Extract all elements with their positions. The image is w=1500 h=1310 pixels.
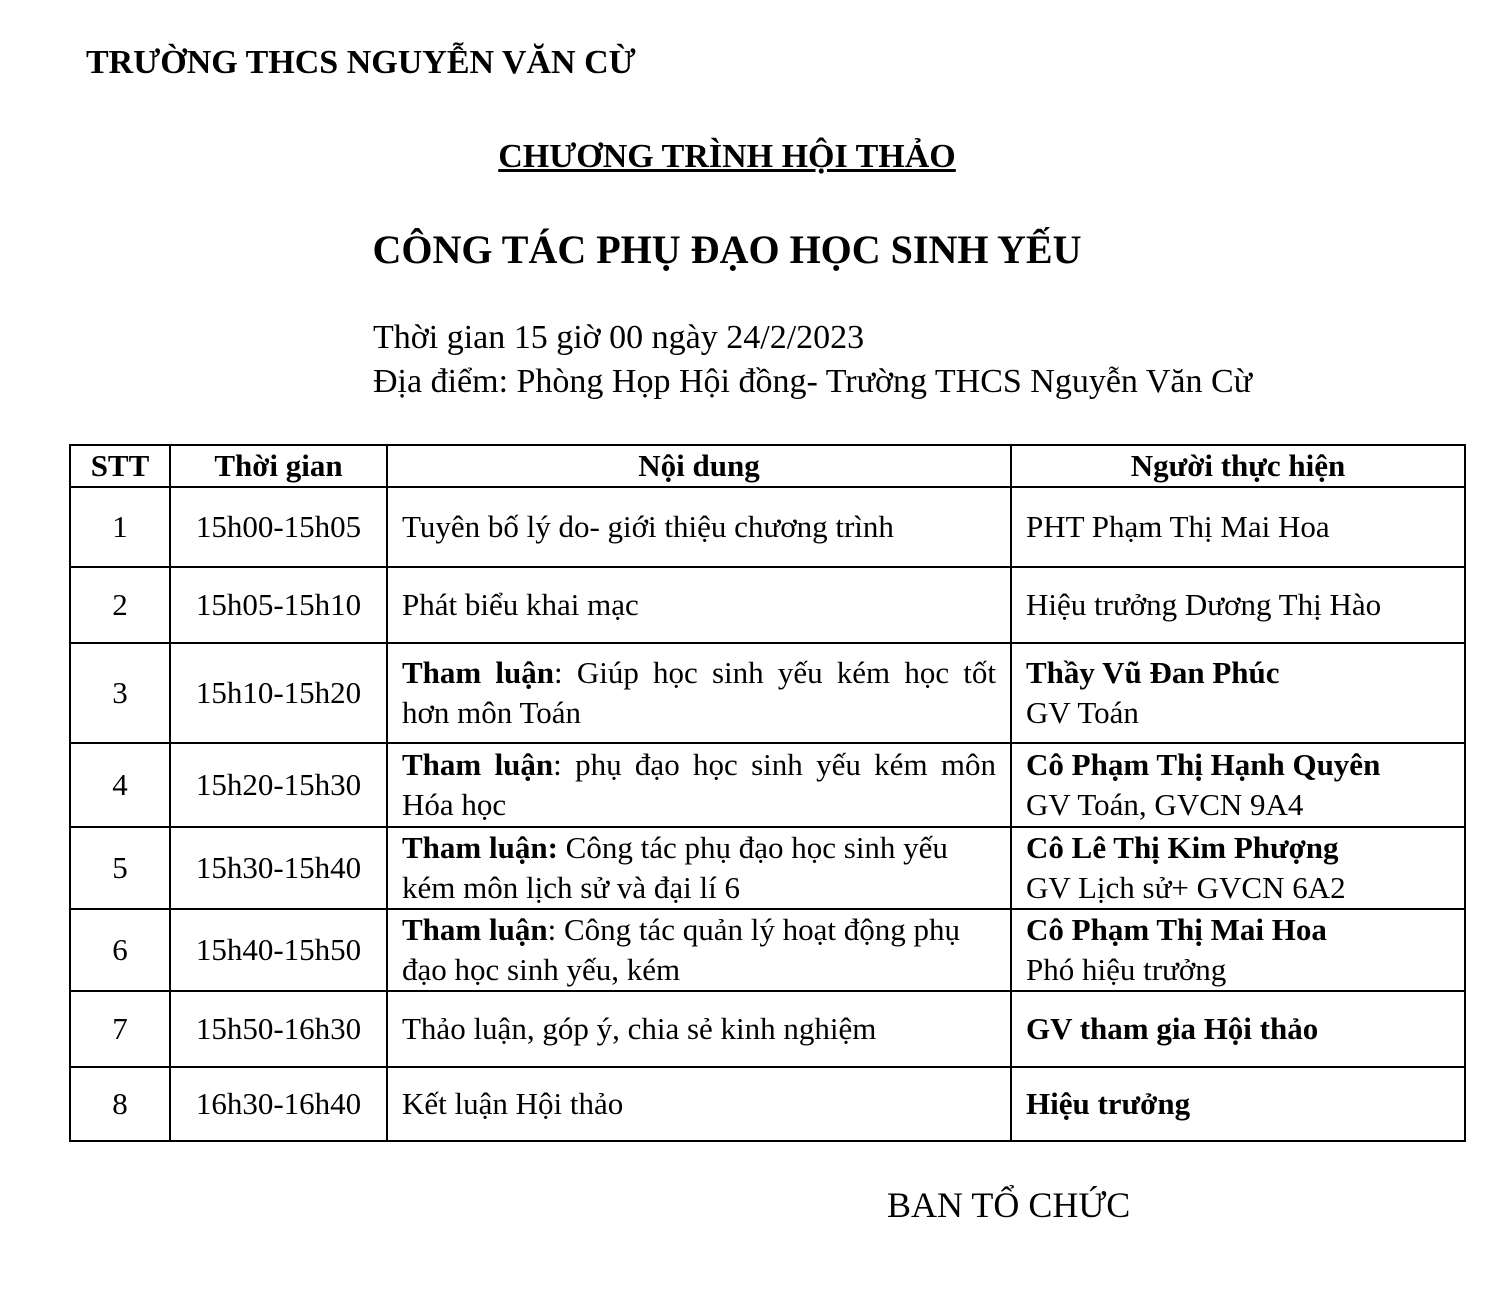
row-time: 16h30-16h40: [170, 1067, 387, 1141]
event-info: [373, 316, 1252, 404]
person-name: Cô Phạm Thị Mai Hoa: [1026, 912, 1327, 947]
row-time: 15h40-15h50: [170, 909, 387, 991]
row-person: [1011, 643, 1465, 743]
row-content: [387, 487, 1011, 567]
row-content: [387, 567, 1011, 643]
row-time: 15h05-15h10: [170, 567, 387, 643]
table-row: [70, 487, 1465, 567]
row-content: [387, 643, 1011, 743]
person-role: Phó hiệu trưởng: [1026, 952, 1227, 987]
row-content: [387, 827, 1011, 909]
row-stt: 6: [70, 909, 170, 991]
row-time: 15h30-15h40: [170, 827, 387, 909]
table-row: [70, 991, 1465, 1067]
row-person: [1011, 909, 1465, 991]
person-role: GV Lịch sử+ GVCN 6A2: [1026, 870, 1346, 905]
event-time: Thời gian 15 giờ 00 ngày 24/2/2023: [373, 319, 865, 356]
row-person: [1011, 567, 1465, 643]
content-label: Tham luận: [402, 747, 554, 782]
row-person: [1011, 487, 1465, 567]
person-name: GV tham gia Hội thảo: [1026, 1011, 1319, 1046]
table-row: [70, 743, 1465, 827]
header-stt: STT: [70, 445, 170, 487]
person-name: Thầy Vũ Đan Phúc: [1026, 655, 1280, 690]
content-text: : Công tác quản lý hoạt động phụ đạo học sinh yếu, kém: [402, 912, 961, 987]
row-time: 15h20-15h30: [170, 743, 387, 827]
table-row: [70, 909, 1465, 991]
row-time: 15h10-15h20: [170, 643, 387, 743]
person-role: GV Toán, GVCN 9A4: [1026, 787, 1304, 822]
content-text: : phụ đạo học sinh yếu kém môn Hóa học: [402, 747, 996, 822]
schedule-table: [69, 444, 1466, 1142]
organizer-signature: BAN TỔ CHỨC: [887, 1185, 1131, 1225]
person-name: Cô Phạm Thị Hạnh Quyên: [1026, 747, 1381, 782]
row-stt: 1: [70, 487, 170, 567]
row-content: [387, 909, 1011, 991]
row-content: [387, 743, 1011, 827]
table-row: [70, 567, 1465, 643]
content-label: Tham luận: [402, 912, 548, 947]
row-person: [1011, 827, 1465, 909]
row-stt: 3: [70, 643, 170, 743]
content-text: Kết luận Hội thảo: [402, 1086, 624, 1121]
topic-title: CÔNG TÁC PHỤ ĐẠO HỌC SINH YẾU: [372, 227, 1082, 272]
row-time: 15h50-16h30: [170, 991, 387, 1067]
row-time: 15h00-15h05: [170, 487, 387, 567]
row-content: [387, 991, 1011, 1067]
person-role: GV Toán: [1026, 695, 1139, 730]
content-text: Tuyên bố lý do- giới thiệu chương trình: [402, 509, 894, 544]
header-content: Nội dung: [387, 445, 1011, 487]
content-text: : Giúp học sinh yếu kém học tốt hơn môn Toán: [402, 655, 996, 730]
person-role: PHT Phạm Thị Mai Hoa: [1026, 509, 1330, 544]
person-role: Hiệu trưởng Dương Thị Hào: [1026, 587, 1382, 622]
row-content: [387, 1067, 1011, 1141]
header-person: Người thực hiện: [1011, 445, 1465, 487]
row-stt: 4: [70, 743, 170, 827]
content-label: Tham luận:: [402, 830, 558, 865]
program-title: CHƯƠNG TRÌNH HỘI THẢO: [498, 138, 956, 175]
content-text: Phát biểu khai mạc: [402, 587, 639, 622]
person-name: Hiệu trưởng: [1026, 1086, 1191, 1121]
row-stt: 7: [70, 991, 170, 1067]
person-name: Cô Lê Thị Kim Phượng: [1026, 830, 1339, 865]
table-row: [70, 1067, 1465, 1141]
content-label: Tham luận: [402, 655, 555, 690]
header-time: Thời gian: [170, 445, 387, 487]
content-text: Thảo luận, góp ý, chia sẻ kinh nghiệm: [402, 1011, 877, 1046]
row-person: [1011, 1067, 1465, 1141]
row-person: [1011, 991, 1465, 1067]
row-stt: 8: [70, 1067, 170, 1141]
content-text: Công tác phụ đạo học sinh yếu kém môn lịch sử và đại lí 6: [402, 830, 948, 905]
school-name: TRƯỜNG THCS NGUYỄN VĂN CỪ: [86, 44, 636, 81]
row-stt: 2: [70, 567, 170, 643]
event-location: Địa điểm: Phòng Họp Hội đồng- Trường THCS Nguyễn Văn Cừ: [373, 363, 1253, 400]
row-stt: 5: [70, 827, 170, 909]
table-header-row: [70, 445, 1465, 487]
table-row: [70, 643, 1465, 743]
table-row: [70, 827, 1465, 909]
row-person: [1011, 743, 1465, 827]
